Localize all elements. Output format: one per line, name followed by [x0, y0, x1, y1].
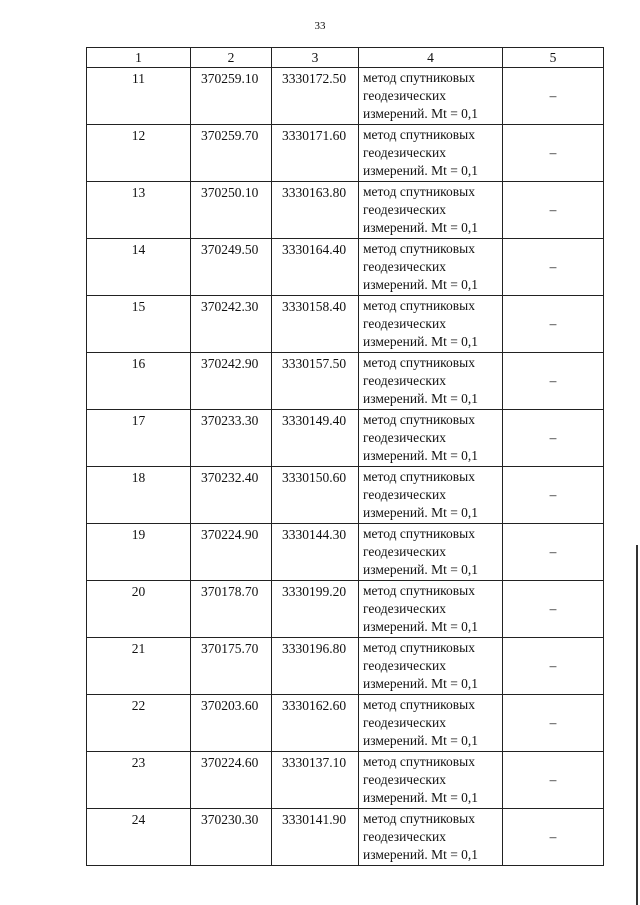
note-cell: –	[503, 752, 604, 809]
method-cell: метод спутниковых геодезических измерений. Mt = 0,1	[359, 581, 503, 638]
y-coordinate-cell: 3330196.80	[272, 638, 359, 695]
x-coordinate-cell: 370230.30	[191, 809, 272, 866]
table-header-row	[87, 48, 604, 68]
y-coordinate-cell: 3330141.90	[272, 809, 359, 866]
y-coordinate-cell: 3330137.10	[272, 752, 359, 809]
y-coordinate-cell: 3330163.80	[272, 182, 359, 239]
column-header-1: 1	[87, 48, 191, 68]
method-cell: метод спутниковых геодезических измерений. Mt = 0,1	[359, 68, 503, 125]
method-cell: метод спутниковых геодезических измерений. Mt = 0,1	[359, 524, 503, 581]
note-cell: –	[503, 467, 604, 524]
table-row	[87, 410, 604, 467]
note-cell: –	[503, 581, 604, 638]
method-cell: метод спутниковых геодезических измерений. Mt = 0,1	[359, 695, 503, 752]
y-coordinate-cell: 3330158.40	[272, 296, 359, 353]
x-coordinate-cell: 370249.50	[191, 239, 272, 296]
method-cell: метод спутниковых геодезических измерений. Mt = 0,1	[359, 752, 503, 809]
coordinates-table	[86, 47, 604, 866]
point-number-cell: 22	[87, 695, 191, 752]
y-coordinate-cell: 3330149.40	[272, 410, 359, 467]
x-coordinate-cell: 370224.90	[191, 524, 272, 581]
note-cell: –	[503, 68, 604, 125]
scan-edge-line	[636, 545, 638, 905]
table-row	[87, 695, 604, 752]
method-cell: метод спутниковых геодезических измерений. Mt = 0,1	[359, 410, 503, 467]
x-coordinate-cell: 370232.40	[191, 467, 272, 524]
point-number-cell: 21	[87, 638, 191, 695]
point-number-cell: 16	[87, 353, 191, 410]
point-number-cell: 19	[87, 524, 191, 581]
x-coordinate-cell: 370259.70	[191, 125, 272, 182]
column-header-5: 5	[503, 48, 604, 68]
table-row	[87, 752, 604, 809]
x-coordinate-cell: 370250.10	[191, 182, 272, 239]
table-row	[87, 467, 604, 524]
method-cell: метод спутниковых геодезических измерений. Mt = 0,1	[359, 296, 503, 353]
y-coordinate-cell: 3330172.50	[272, 68, 359, 125]
method-cell: метод спутниковых геодезических измерений. Mt = 0,1	[359, 125, 503, 182]
table-row	[87, 239, 604, 296]
note-cell: –	[503, 809, 604, 866]
y-coordinate-cell: 3330150.60	[272, 467, 359, 524]
x-coordinate-cell: 370242.90	[191, 353, 272, 410]
point-number-cell: 12	[87, 125, 191, 182]
note-cell: –	[503, 182, 604, 239]
point-number-cell: 18	[87, 467, 191, 524]
y-coordinate-cell: 3330164.40	[272, 239, 359, 296]
note-cell: –	[503, 353, 604, 410]
note-cell: –	[503, 524, 604, 581]
method-cell: метод спутниковых геодезических измерений. Mt = 0,1	[359, 239, 503, 296]
table-row	[87, 638, 604, 695]
table-row	[87, 68, 604, 125]
point-number-cell: 23	[87, 752, 191, 809]
x-coordinate-cell: 370233.30	[191, 410, 272, 467]
note-cell: –	[503, 125, 604, 182]
x-coordinate-cell: 370224.60	[191, 752, 272, 809]
table-row	[87, 524, 604, 581]
method-cell: метод спутниковых геодезических измерений. Mt = 0,1	[359, 353, 503, 410]
table-row	[87, 581, 604, 638]
y-coordinate-cell: 3330162.60	[272, 695, 359, 752]
table-row	[87, 809, 604, 866]
page-number: 33	[314, 20, 326, 32]
table-row	[87, 353, 604, 410]
column-header-3: 3	[272, 48, 359, 68]
x-coordinate-cell: 370242.30	[191, 296, 272, 353]
column-header-4: 4	[359, 48, 503, 68]
method-cell: метод спутниковых геодезических измерений. Mt = 0,1	[359, 638, 503, 695]
y-coordinate-cell: 3330157.50	[272, 353, 359, 410]
method-cell: метод спутниковых геодезических измерений. Mt = 0,1	[359, 182, 503, 239]
method-cell: метод спутниковых геодезических измерений. Mt = 0,1	[359, 809, 503, 866]
point-number-cell: 14	[87, 239, 191, 296]
table-row	[87, 125, 604, 182]
point-number-cell: 17	[87, 410, 191, 467]
column-header-2: 2	[191, 48, 272, 68]
table-row	[87, 296, 604, 353]
method-cell: метод спутниковых геодезических измерений. Mt = 0,1	[359, 467, 503, 524]
x-coordinate-cell: 370203.60	[191, 695, 272, 752]
x-coordinate-cell: 370259.10	[191, 68, 272, 125]
note-cell: –	[503, 410, 604, 467]
y-coordinate-cell: 3330171.60	[272, 125, 359, 182]
point-number-cell: 13	[87, 182, 191, 239]
note-cell: –	[503, 695, 604, 752]
point-number-cell: 11	[87, 68, 191, 125]
x-coordinate-cell: 370175.70	[191, 638, 272, 695]
note-cell: –	[503, 239, 604, 296]
point-number-cell: 20	[87, 581, 191, 638]
y-coordinate-cell: 3330199.20	[272, 581, 359, 638]
x-coordinate-cell: 370178.70	[191, 581, 272, 638]
note-cell: –	[503, 638, 604, 695]
y-coordinate-cell: 3330144.30	[272, 524, 359, 581]
point-number-cell: 15	[87, 296, 191, 353]
point-number-cell: 24	[87, 809, 191, 866]
table-row	[87, 182, 604, 239]
note-cell: –	[503, 296, 604, 353]
